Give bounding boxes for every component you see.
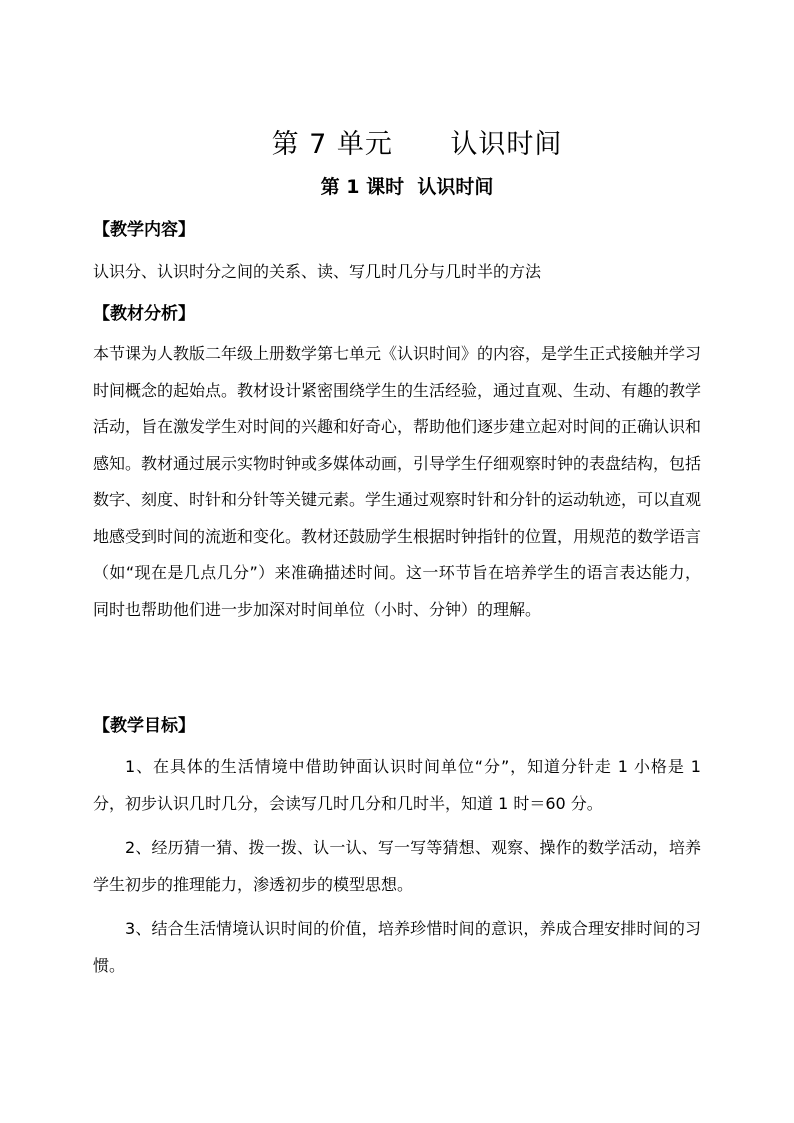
section-goals-list	[93, 749, 701, 984]
section-content-text	[93, 254, 701, 291]
goal-item-1: 1、在具体的生活情境中借助钟面认识时间单位“分”，知道分针走 1 小格是 1 分，初步认识几时几分，会读写几时几分和几时半，知道 1 时＝60 分。	[93, 757, 701, 813]
goal-item-3: 3、结合生活情境认识时间的价值，培养珍惜时间的意识，养成合理安排时间的习惯。	[93, 919, 701, 975]
page-subtitle: 第 1 课时 认识时间	[320, 176, 494, 198]
analysis-paragraph: 本节课为人教版二年级上册数学第七单元《认识时间》的内容，是学生正式接触并学习时间概念的起始点。教材设计紧密围绕学生的生活经验，通过直观、生动、有趣的教学活动，旨在激发学生对时间的兴趣和好奇心，帮助他们逐步建立起对时间的正确认识和感知。教材通过展示实物时钟或多媒体动画，引导学生仔细观察时钟的表盘结构，包括数字、刻度、时针和分针等关键元素。学生通过观察时针和分针的运动轨迹，可以直观地感受到时间的流逝和变化。教材还鼓励学生根据时钟指针的位置，用规范的数学语言（如“现在是几点几分”）来准确描述时间。这一环节旨在培养学生的语言表达能力，同时也帮助他们进一步加深对时间单位（小时、分钟）的理解。	[93, 344, 702, 619]
section-heading-content: 【教学内容】	[93, 220, 195, 240]
content-paragraph: 认识分、认识时分之间的关系、读、写几时几分与几时半的方法	[93, 262, 542, 281]
section-heading-analysis: 【教材分析】	[93, 304, 195, 324]
page-title: 第 7 单元 认识时间	[271, 129, 563, 160]
goal-item-2: 2、经历猜一猜、拨一拨、认一认、写一写等猜想、观察、操作的数学活动，培养学生初步的推理能力，渗透初步的模型思想。	[93, 838, 701, 894]
section-heading-goals: 【教学目标】	[93, 716, 195, 736]
section-analysis-text	[93, 336, 701, 628]
